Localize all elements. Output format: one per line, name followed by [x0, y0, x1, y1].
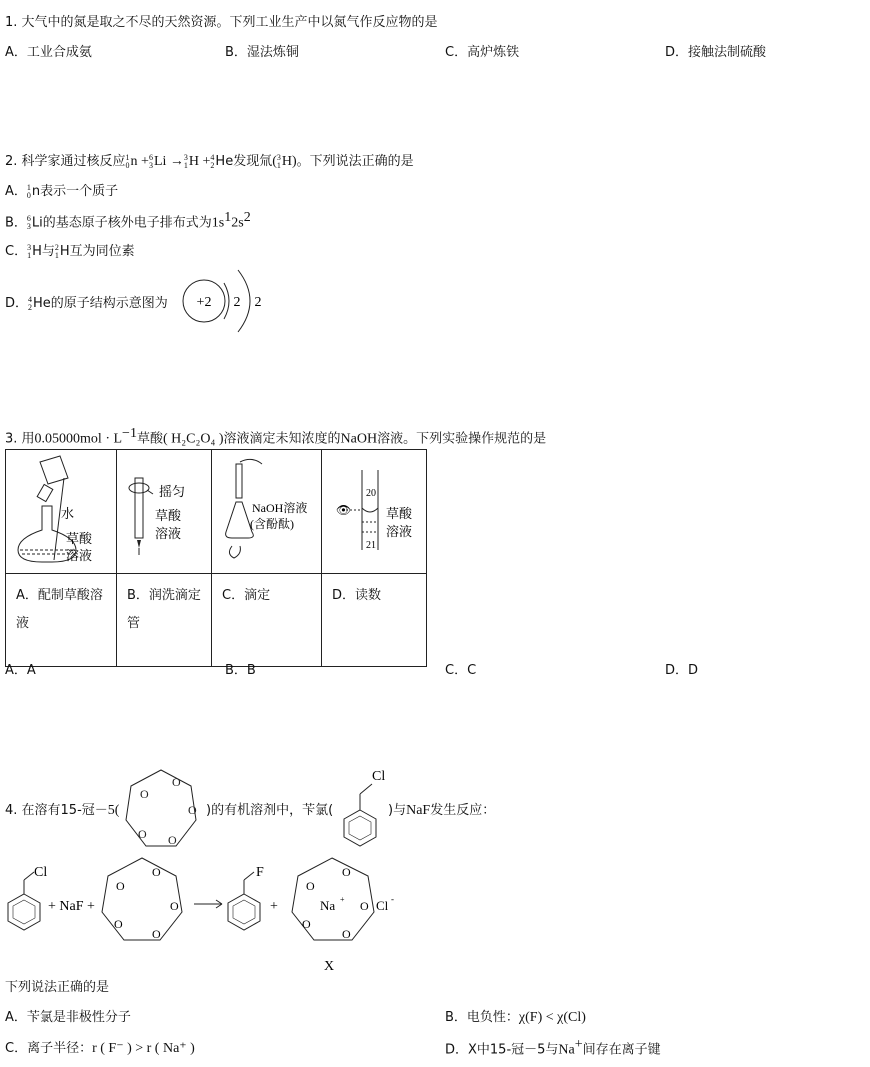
svg-text:-: - [391, 894, 394, 904]
svg-text:O: O [302, 917, 311, 931]
volumetric-flask-figure [6, 450, 116, 573]
svg-text:Na: Na [320, 898, 336, 913]
reactant-crown-ether [102, 858, 182, 941]
q3-option-a: A．A [5, 663, 36, 678]
q3-option-c: C．C [445, 663, 477, 678]
svg-text:溶液: 溶液 [155, 526, 182, 541]
svg-text:+: + [270, 899, 278, 914]
svg-text:F: F [256, 865, 264, 880]
q4-stem-mid: )的有机溶剂中，苄氯( [206, 803, 334, 818]
svg-text:NaOH溶液: NaOH溶液 [252, 501, 308, 515]
shell-2-count: 2 [254, 295, 262, 310]
q2-option-d: D． 4 2 He的原子结构示意图为 [5, 294, 168, 312]
svg-text:草酸: 草酸 [155, 508, 182, 523]
q4-stem-suffix: )与NaF发生反应： [388, 803, 496, 818]
svg-text:Cl: Cl [376, 898, 389, 913]
product-benzyl-fluoride [228, 865, 264, 930]
svg-text:O: O [342, 865, 351, 879]
svg-text:X: X [324, 959, 335, 974]
q2-stem: 2. 科学家通过核反应 1 0 n + 6 3 Li → 3 1 H + 4 2 He发现氚( 3 1 H)。下列说法正确的是 [5, 152, 414, 170]
reaction-equation [2, 854, 422, 974]
svg-text:O: O [116, 879, 125, 893]
svg-text:O: O [306, 879, 315, 893]
reactant-benzyl-chloride [8, 865, 47, 930]
q1-option-a: A．工业合成氨 [5, 45, 92, 60]
caption-d: D．读数 [322, 574, 427, 667]
svg-text:+: + [340, 895, 345, 904]
titration-figure [212, 450, 321, 573]
caption-a: A．配制草酸溶液 [6, 574, 117, 667]
svg-text:21: 21 [366, 540, 376, 551]
plus-naf-plus: + NaF + [48, 899, 95, 914]
svg-text:O: O [170, 899, 179, 913]
q3-option-d: D．D [665, 663, 699, 678]
svg-text:O: O [152, 865, 161, 879]
svg-text:草酸: 草酸 [386, 506, 413, 521]
svg-text:O: O [152, 927, 161, 941]
q3-stem: 3. 用$0.05000mol \cdot L^{-1}$草酸( H₂C₂O₄ )溶液滴定未知浓度的NaOH溶液。下列实验操作规范的是 [5, 426, 547, 447]
q2-option-a: A． 1 0 n表示一个质子 [5, 182, 119, 200]
svg-text:O: O [140, 787, 149, 801]
svg-text:O: O [172, 775, 181, 789]
svg-text:溶液: 溶液 [66, 548, 93, 563]
svg-text:(含酚酞): (含酚酞) [250, 517, 294, 531]
eye-icon: 👁 [336, 503, 352, 517]
caption-c: C．滴定 [212, 574, 322, 667]
fig-b-cell [117, 450, 212, 574]
q2-option-b: B． 6 3 Li的基态原子核外电子排布式为$1s^12s^2$ [5, 210, 251, 231]
q1-option-d: D．接触法制硫酸 [665, 45, 767, 60]
nucleus-charge: +2 [196, 295, 212, 310]
experiment-table [5, 449, 427, 667]
svg-text:O: O [168, 833, 177, 847]
q4-option-d: D．X中15-冠－5与Na+间存在离子键 [445, 1037, 661, 1058]
svg-text:水: 水 [61, 506, 75, 521]
q4-option-c: C．离子半径：r ( F⁻ ) > r ( Na⁺ ) [5, 1041, 195, 1056]
svg-text:O: O [114, 917, 123, 931]
q4-stem-prefix: 4. 在溶有15-冠－5( [5, 803, 120, 818]
atomic-structure-diagram [182, 268, 272, 336]
fig-d-cell [322, 450, 427, 574]
q1-option-c: C．高炉炼铁 [445, 45, 520, 60]
crown-ether-15c5 [116, 764, 206, 854]
q4-ask: 下列说法正确的是 [5, 980, 110, 995]
svg-text:Cl: Cl [34, 865, 48, 880]
fig-c-cell [212, 450, 322, 574]
q1-option-b: B．湿法炼铜 [225, 45, 299, 60]
q3-option-b: B．B [225, 663, 256, 678]
q4-option-b: B．电负性：χ(F) < χ(Cl) [445, 1010, 586, 1025]
benzyl-chloride-structure [338, 766, 390, 850]
svg-text:Cl: Cl [372, 769, 386, 784]
fig-a-cell [6, 450, 117, 574]
svg-text:草酸: 草酸 [66, 531, 93, 546]
q1-stem: 1. 大气中的氮是取之不尽的天然资源。下列工业生产中以氮气作反应物的是 [5, 15, 438, 30]
svg-text:O: O [342, 927, 351, 941]
burette-rinse-figure [117, 450, 211, 573]
svg-text:O: O [360, 899, 369, 913]
shell-1-count: 2 [233, 295, 241, 310]
q2-option-c: C． 3 1 H与 2 1 H互为同位素 [5, 242, 135, 260]
q4-option-a: A．苄氯是非极性分子 [5, 1010, 131, 1025]
svg-text:O: O [138, 827, 147, 841]
burette-reading-figure [322, 450, 426, 573]
svg-text:O: O [188, 803, 197, 817]
svg-text:摇匀: 摇匀 [159, 484, 186, 499]
svg-text:20: 20 [366, 488, 376, 499]
product-x-complex [292, 858, 394, 974]
svg-text:溶液: 溶液 [386, 524, 413, 539]
caption-b: B．润洗滴定管 [117, 574, 212, 667]
